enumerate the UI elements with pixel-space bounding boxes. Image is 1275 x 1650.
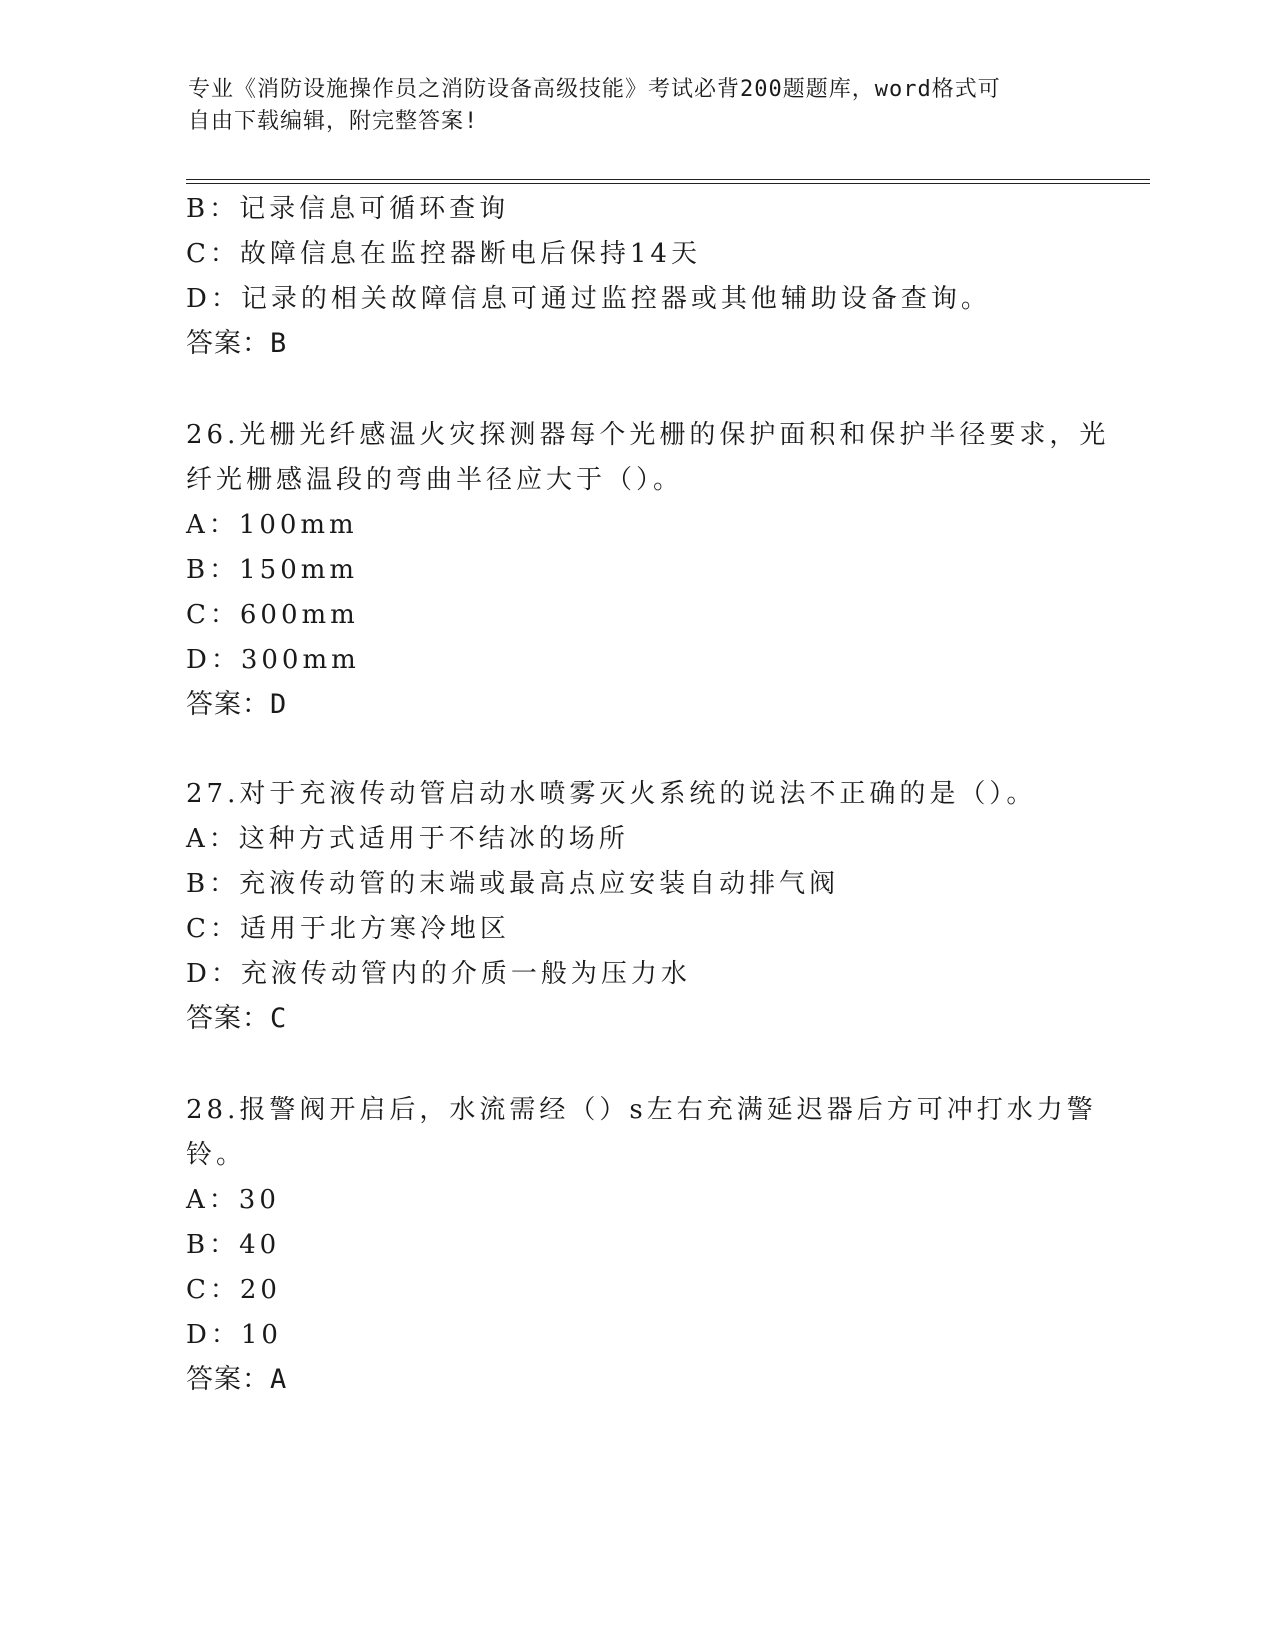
q28-option-b: B：40 — [186, 1230, 281, 1260]
q28-option-a: A：30 — [186, 1185, 280, 1215]
q25-answer: 答案：B — [186, 328, 288, 359]
header-line-2: 自由下载编辑，附完整答案! — [188, 109, 479, 134]
q26-option-b: B：150mm — [186, 555, 359, 585]
q28-option-c: C：20 — [186, 1275, 281, 1305]
q25-option-c: C：故障信息在监控器断电后保持14天 — [186, 239, 701, 269]
q27-stem-line-1: 27.对于充液传动管启动水喷雾灭火系统的说法不正确的是（）。 — [186, 779, 1037, 809]
q26-option-c: C：600mm — [186, 600, 359, 630]
q27-option-a: A：这种方式适用于不结冰的场所 — [186, 824, 629, 854]
q26-stem-line-2: 纤光栅感温段的弯曲半径应大于（）。 — [186, 465, 684, 495]
q27-answer: 答案：C — [186, 1003, 288, 1034]
q28-stem-line-1: 28.报警阀开启后，水流需经（）s左右充满延迟器后方可冲打水力警 — [186, 1095, 1097, 1125]
q25-option-b: B：记录信息可循环查询 — [186, 194, 510, 224]
q25-option-d: D：记录的相关故障信息可通过监控器或其他辅助设备查询。 — [186, 284, 991, 314]
header-line-1: 专业《消防设施操作员之消防设备高级技能》考试必背200题题库，word格式可 — [188, 77, 1001, 102]
q26-answer: 答案：D — [186, 689, 288, 720]
q28-option-d: D：10 — [186, 1320, 282, 1350]
document-header — [188, 74, 1068, 138]
q26-option-d: D：300mm — [186, 645, 360, 675]
q27-option-d: D：充液传动管内的介质一般为压力水 — [186, 959, 691, 989]
q26-stem-line-1: 26.光栅光纤感温火灾探测器每个光栅的保护面积和保护半径要求，光 — [186, 420, 1110, 450]
q27-option-c: C：适用于北方寒冷地区 — [186, 914, 510, 944]
q27-option-b: B：充液传动管的末端或最高点应安装自动排气阀 — [186, 869, 840, 899]
header-rule-bottom — [186, 183, 1150, 184]
q28-stem-line-2: 铃。 — [186, 1140, 247, 1170]
q26-option-a: A：100mm — [186, 510, 358, 540]
header-rule-top — [186, 179, 1150, 180]
q28-answer: 答案：A — [186, 1364, 288, 1395]
